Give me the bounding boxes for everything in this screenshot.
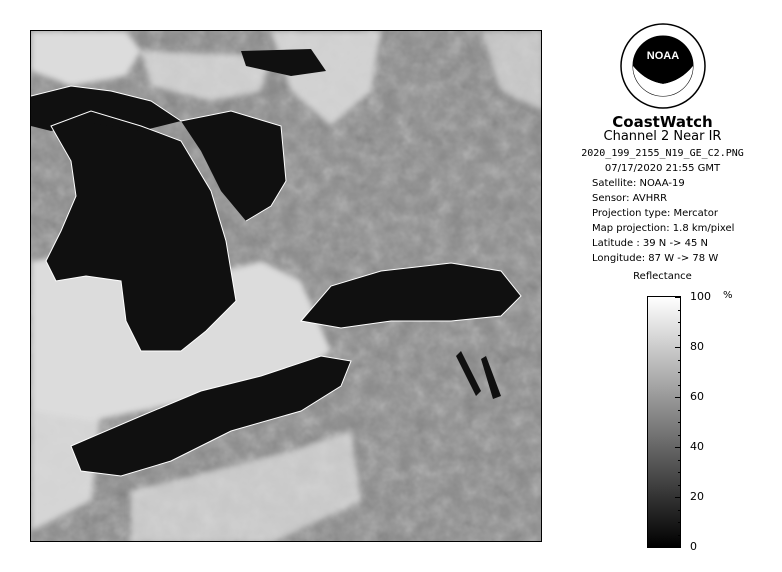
image-datetime: 07/17/2020 21:55 GMT bbox=[604, 163, 721, 174]
info-map-projection: Map projection: 1.8 km/pixel bbox=[592, 223, 735, 234]
info-sensor: Sensor: AVHRR bbox=[592, 193, 668, 204]
colorbar bbox=[647, 296, 681, 548]
product-name: Channel 2 Near IR bbox=[603, 129, 722, 144]
colorbar-minor-tick bbox=[678, 310, 681, 311]
colorbar-minor-tick bbox=[678, 372, 681, 373]
satellite-image bbox=[30, 30, 542, 542]
colorbar-minor-tick bbox=[678, 435, 681, 436]
colorbar-tick bbox=[675, 397, 681, 398]
colorbar-tick bbox=[675, 447, 681, 448]
info-satellite: Satellite: NOAA-19 bbox=[592, 178, 685, 189]
colorbar-minor-tick bbox=[678, 410, 681, 411]
colorbar-minor-tick bbox=[678, 322, 681, 323]
colorbar-tick-label: 80 bbox=[690, 340, 704, 353]
colorbar-minor-tick bbox=[678, 472, 681, 473]
reflectance-map bbox=[31, 31, 542, 542]
colorbar-minor-tick bbox=[678, 485, 681, 486]
colorbar-tick bbox=[675, 497, 681, 498]
colorbar-minor-tick bbox=[678, 522, 681, 523]
colorbar-minor-tick bbox=[678, 335, 681, 336]
colorbar-minor-tick bbox=[678, 535, 681, 536]
colorbar-minor-tick bbox=[678, 422, 681, 423]
colorbar-tick bbox=[675, 297, 681, 298]
colorbar-tick-label: 100 bbox=[690, 290, 711, 303]
image-filename: 2020_199_2155_N19_GE_C2.PNG bbox=[581, 148, 744, 159]
colorbar-tick-label: 0 bbox=[690, 540, 697, 553]
colorbar-minor-tick bbox=[678, 385, 681, 386]
colorbar-tick bbox=[675, 347, 681, 348]
colorbar-tick bbox=[675, 547, 681, 548]
info-projection-type: Projection type: Mercator bbox=[592, 208, 718, 219]
colorbar-tick-label: 20 bbox=[690, 490, 704, 503]
colorbar-minor-tick bbox=[678, 460, 681, 461]
colorbar-minor-tick bbox=[678, 510, 681, 511]
brand-name: CoastWatch bbox=[612, 113, 713, 131]
info-latitude: Latitude : 39 N -> 45 N bbox=[592, 238, 708, 249]
noaa-logo bbox=[619, 22, 707, 110]
colorbar-tick-label: 60 bbox=[690, 390, 704, 403]
legend-unit: % bbox=[723, 290, 733, 301]
info-longitude: Longitude: 87 W -> 78 W bbox=[592, 253, 719, 264]
legend-title: Reflectance bbox=[633, 271, 692, 282]
colorbar-tick-label: 40 bbox=[690, 440, 704, 453]
colorbar-minor-tick bbox=[678, 360, 681, 361]
svg-text:NOAA: NOAA bbox=[646, 50, 680, 62]
